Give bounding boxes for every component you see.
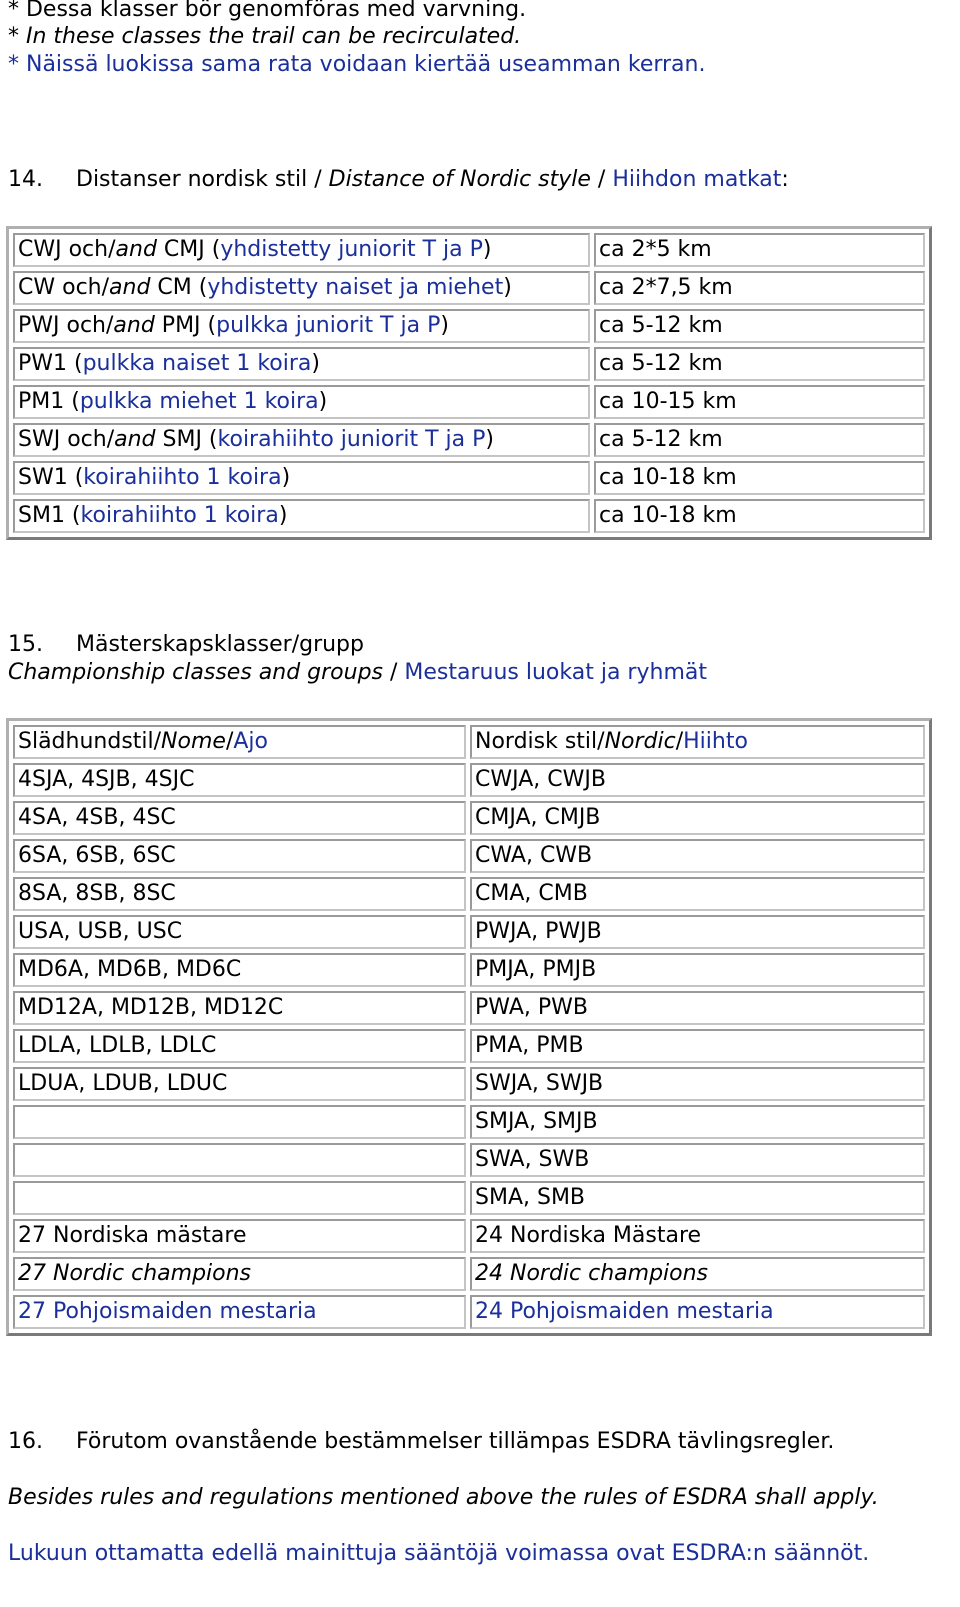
finnish-description: koirahiihto 1 koira — [80, 503, 279, 528]
table-row — [13, 953, 925, 987]
sled-dog-class-cell: LDLA, LDLB, LDLC — [13, 1029, 466, 1063]
class-cell — [13, 309, 590, 343]
sled-dog-class-cell — [13, 1105, 466, 1139]
distance-cell: ca 5-12 km — [594, 347, 925, 381]
section-14-heading — [8, 166, 789, 194]
champions-right-en: 24 Nordic champions — [470, 1257, 925, 1291]
heading-finnish: Mestaruus luokat ja ryhmät — [404, 660, 707, 685]
heading-swedish: Mästerskapsklasser/grupp — [76, 632, 364, 657]
nordic-class-cell: CWA, CWB — [470, 839, 925, 873]
section-15-heading — [8, 631, 364, 659]
sled-dog-class-cell: USA, USB, USC — [13, 915, 466, 949]
class-code: CW och/ — [18, 275, 110, 300]
sled-dog-class-cell: MD6A, MD6B, MD6C — [13, 953, 466, 987]
distance-cell: ca 2*7,5 km — [594, 271, 925, 305]
distance-cell: ca 2*5 km — [594, 233, 925, 267]
nordic-class-cell: SMA, SMB — [470, 1181, 925, 1215]
closing-paren: ) — [485, 427, 495, 452]
sled-dog-class-cell — [13, 1143, 466, 1177]
section-15-subheading — [8, 659, 707, 687]
table-row — [13, 385, 925, 419]
table-row — [13, 347, 925, 381]
sled-dog-class-cell — [13, 1181, 466, 1215]
table-row — [13, 309, 925, 343]
header-nordic-style: Nordisk stil/Nordic/Hiihto — [470, 725, 925, 759]
table-header-row — [13, 725, 925, 759]
rule-finnish: Lukuun ottamatta edellä mainittuja sääntöjä voimassa ovat ESDRA:n säännöt. — [8, 1541, 870, 1566]
sled-dog-class-cell: 4SA, 4SB, 4SC — [13, 801, 466, 835]
champions-left-fi: 27 Pohjoismaiden mestaria — [13, 1295, 466, 1329]
champions-right-fi: 24 Pohjoismaiden mestaria — [470, 1295, 925, 1329]
heading-separator: / — [383, 660, 405, 685]
class-code: SW1 ( — [18, 465, 84, 490]
distance-cell: ca 10-18 km — [594, 461, 925, 495]
champions-row — [13, 1295, 925, 1329]
rule-swedish: Förutom ovanstående bestämmelser tillämpas ESDRA tävlingsregler. — [76, 1429, 835, 1454]
section-number: 16. — [8, 1429, 43, 1454]
table-row — [13, 1067, 925, 1101]
section-number: 15. — [8, 632, 43, 657]
sled-dog-class-cell: MD12A, MD12B, MD12C — [13, 991, 466, 1025]
distance-cell: ca 5-12 km — [594, 309, 925, 343]
heading-finnish: Hiihdon matkat — [612, 167, 782, 192]
champions-row — [13, 1257, 925, 1291]
sled-dog-class-cell: 6SA, 6SB, 6SC — [13, 839, 466, 873]
note-english: * In these classes the trail can be recirculated. — [8, 24, 522, 49]
table-row — [13, 1029, 925, 1063]
finnish-description: pulkka juniorit T ja P — [216, 313, 441, 338]
header-sled-dog-style: Slädhundstil/Nome/Ajo — [13, 725, 466, 759]
class-cell — [13, 233, 590, 267]
champions-left-sv: 27 Nordiska mästare — [13, 1219, 466, 1253]
heading-colon: : — [781, 167, 789, 192]
nordic-class-cell: SWJA, SWJB — [470, 1067, 925, 1101]
class-cell — [13, 347, 590, 381]
english-conjunction: and — [113, 313, 155, 338]
finnish-description: koirahiihto 1 koira — [83, 465, 282, 490]
finnish-description: pulkka naiset 1 koira — [82, 351, 312, 376]
table-row — [13, 801, 925, 835]
nordic-class-cell: CWJA, CWJB — [470, 763, 925, 797]
nordic-class-cell: CMA, CMB — [470, 877, 925, 911]
table-row — [13, 877, 925, 911]
note-swedish: * Dessa klasser bör genomföras med varvning. — [8, 0, 527, 22]
closing-paren: ) — [311, 351, 320, 376]
class-code-2: CM ( — [150, 275, 208, 300]
heading-english: Championship classes and groups — [8, 660, 383, 685]
class-cell — [13, 271, 590, 305]
heading-english: Distance of Nordic style — [328, 167, 591, 192]
nordic-class-cell: CMJA, CMJB — [470, 801, 925, 835]
section-number: 14. — [8, 167, 43, 192]
table-row — [13, 233, 925, 267]
distance-cell: ca 10-18 km — [594, 499, 925, 533]
section-16-heading — [8, 1428, 834, 1456]
table-row — [13, 271, 925, 305]
class-code: CWJ och/ — [18, 237, 116, 262]
table-row — [13, 915, 925, 949]
class-code: PWJ och/ — [18, 313, 114, 338]
table-row — [13, 499, 925, 533]
closing-paren: ) — [278, 503, 288, 528]
note-finnish: * Näissä luokissa sama rata voidaan kiertää useamman kerran. — [8, 52, 706, 77]
class-code-2: PMJ ( — [154, 313, 217, 338]
table-row — [13, 423, 925, 457]
champions-row — [13, 1219, 925, 1253]
finnish-description: pulkka miehet 1 koira — [79, 389, 319, 414]
closing-paren: ) — [440, 313, 449, 338]
sled-dog-class-cell: LDUA, LDUB, LDUC — [13, 1067, 466, 1101]
closing-paren: ) — [503, 275, 512, 300]
closing-paren: ) — [482, 237, 492, 262]
heading-separator: / — [590, 167, 606, 192]
finnish-description: koirahiihto juniorit T ja P — [217, 427, 486, 452]
class-code: SM1 ( — [18, 503, 81, 528]
distance-cell: ca 10-15 km — [594, 385, 925, 419]
distance-cell: ca 5-12 km — [594, 423, 925, 457]
championship-table — [6, 718, 932, 1336]
nordic-class-cell: PWJA, PWJB — [470, 915, 925, 949]
champions-left-en: 27 Nordic champions — [13, 1257, 466, 1291]
sled-dog-class-cell: 8SA, 8SB, 8SC — [13, 877, 466, 911]
table-row — [13, 1143, 925, 1177]
class-cell — [13, 461, 590, 495]
closing-paren: ) — [281, 465, 291, 490]
table-row — [13, 461, 925, 495]
class-code-2: CMJ ( — [156, 237, 221, 262]
class-code: PW1 ( — [18, 351, 83, 376]
nordic-class-cell: PMJA, PMJB — [470, 953, 925, 987]
class-cell — [13, 423, 590, 457]
table-row — [13, 763, 925, 797]
heading-swedish: Distanser nordisk stil / — [76, 167, 322, 192]
nordic-class-cell: SWA, SWB — [470, 1143, 925, 1177]
class-cell — [13, 385, 590, 419]
english-conjunction: and — [115, 237, 157, 262]
class-code: PM1 ( — [18, 389, 80, 414]
finnish-description: yhdistetty juniorit T ja P — [220, 237, 483, 262]
english-conjunction: and — [114, 427, 156, 452]
distance-table — [6, 226, 932, 540]
english-conjunction: and — [109, 275, 151, 300]
closing-paren: ) — [318, 389, 328, 414]
champions-right-sv: 24 Nordiska Mästare — [470, 1219, 925, 1253]
table-row — [13, 1105, 925, 1139]
nordic-class-cell: PWA, PWB — [470, 991, 925, 1025]
class-code: SWJ och/ — [18, 427, 115, 452]
nordic-class-cell: PMA, PMB — [470, 1029, 925, 1063]
nordic-class-cell: SMJA, SMJB — [470, 1105, 925, 1139]
table-row — [13, 839, 925, 873]
rule-english: Besides rules and regulations mentioned above the rules of ESDRA shall apply. — [8, 1485, 879, 1510]
class-cell — [13, 499, 590, 533]
table-row — [13, 1181, 925, 1215]
class-code-2: SMJ ( — [155, 427, 218, 452]
finnish-description: yhdistetty naiset ja miehet — [207, 275, 504, 300]
table-row — [13, 991, 925, 1025]
sled-dog-class-cell: 4SJA, 4SJB, 4SJC — [13, 763, 466, 797]
